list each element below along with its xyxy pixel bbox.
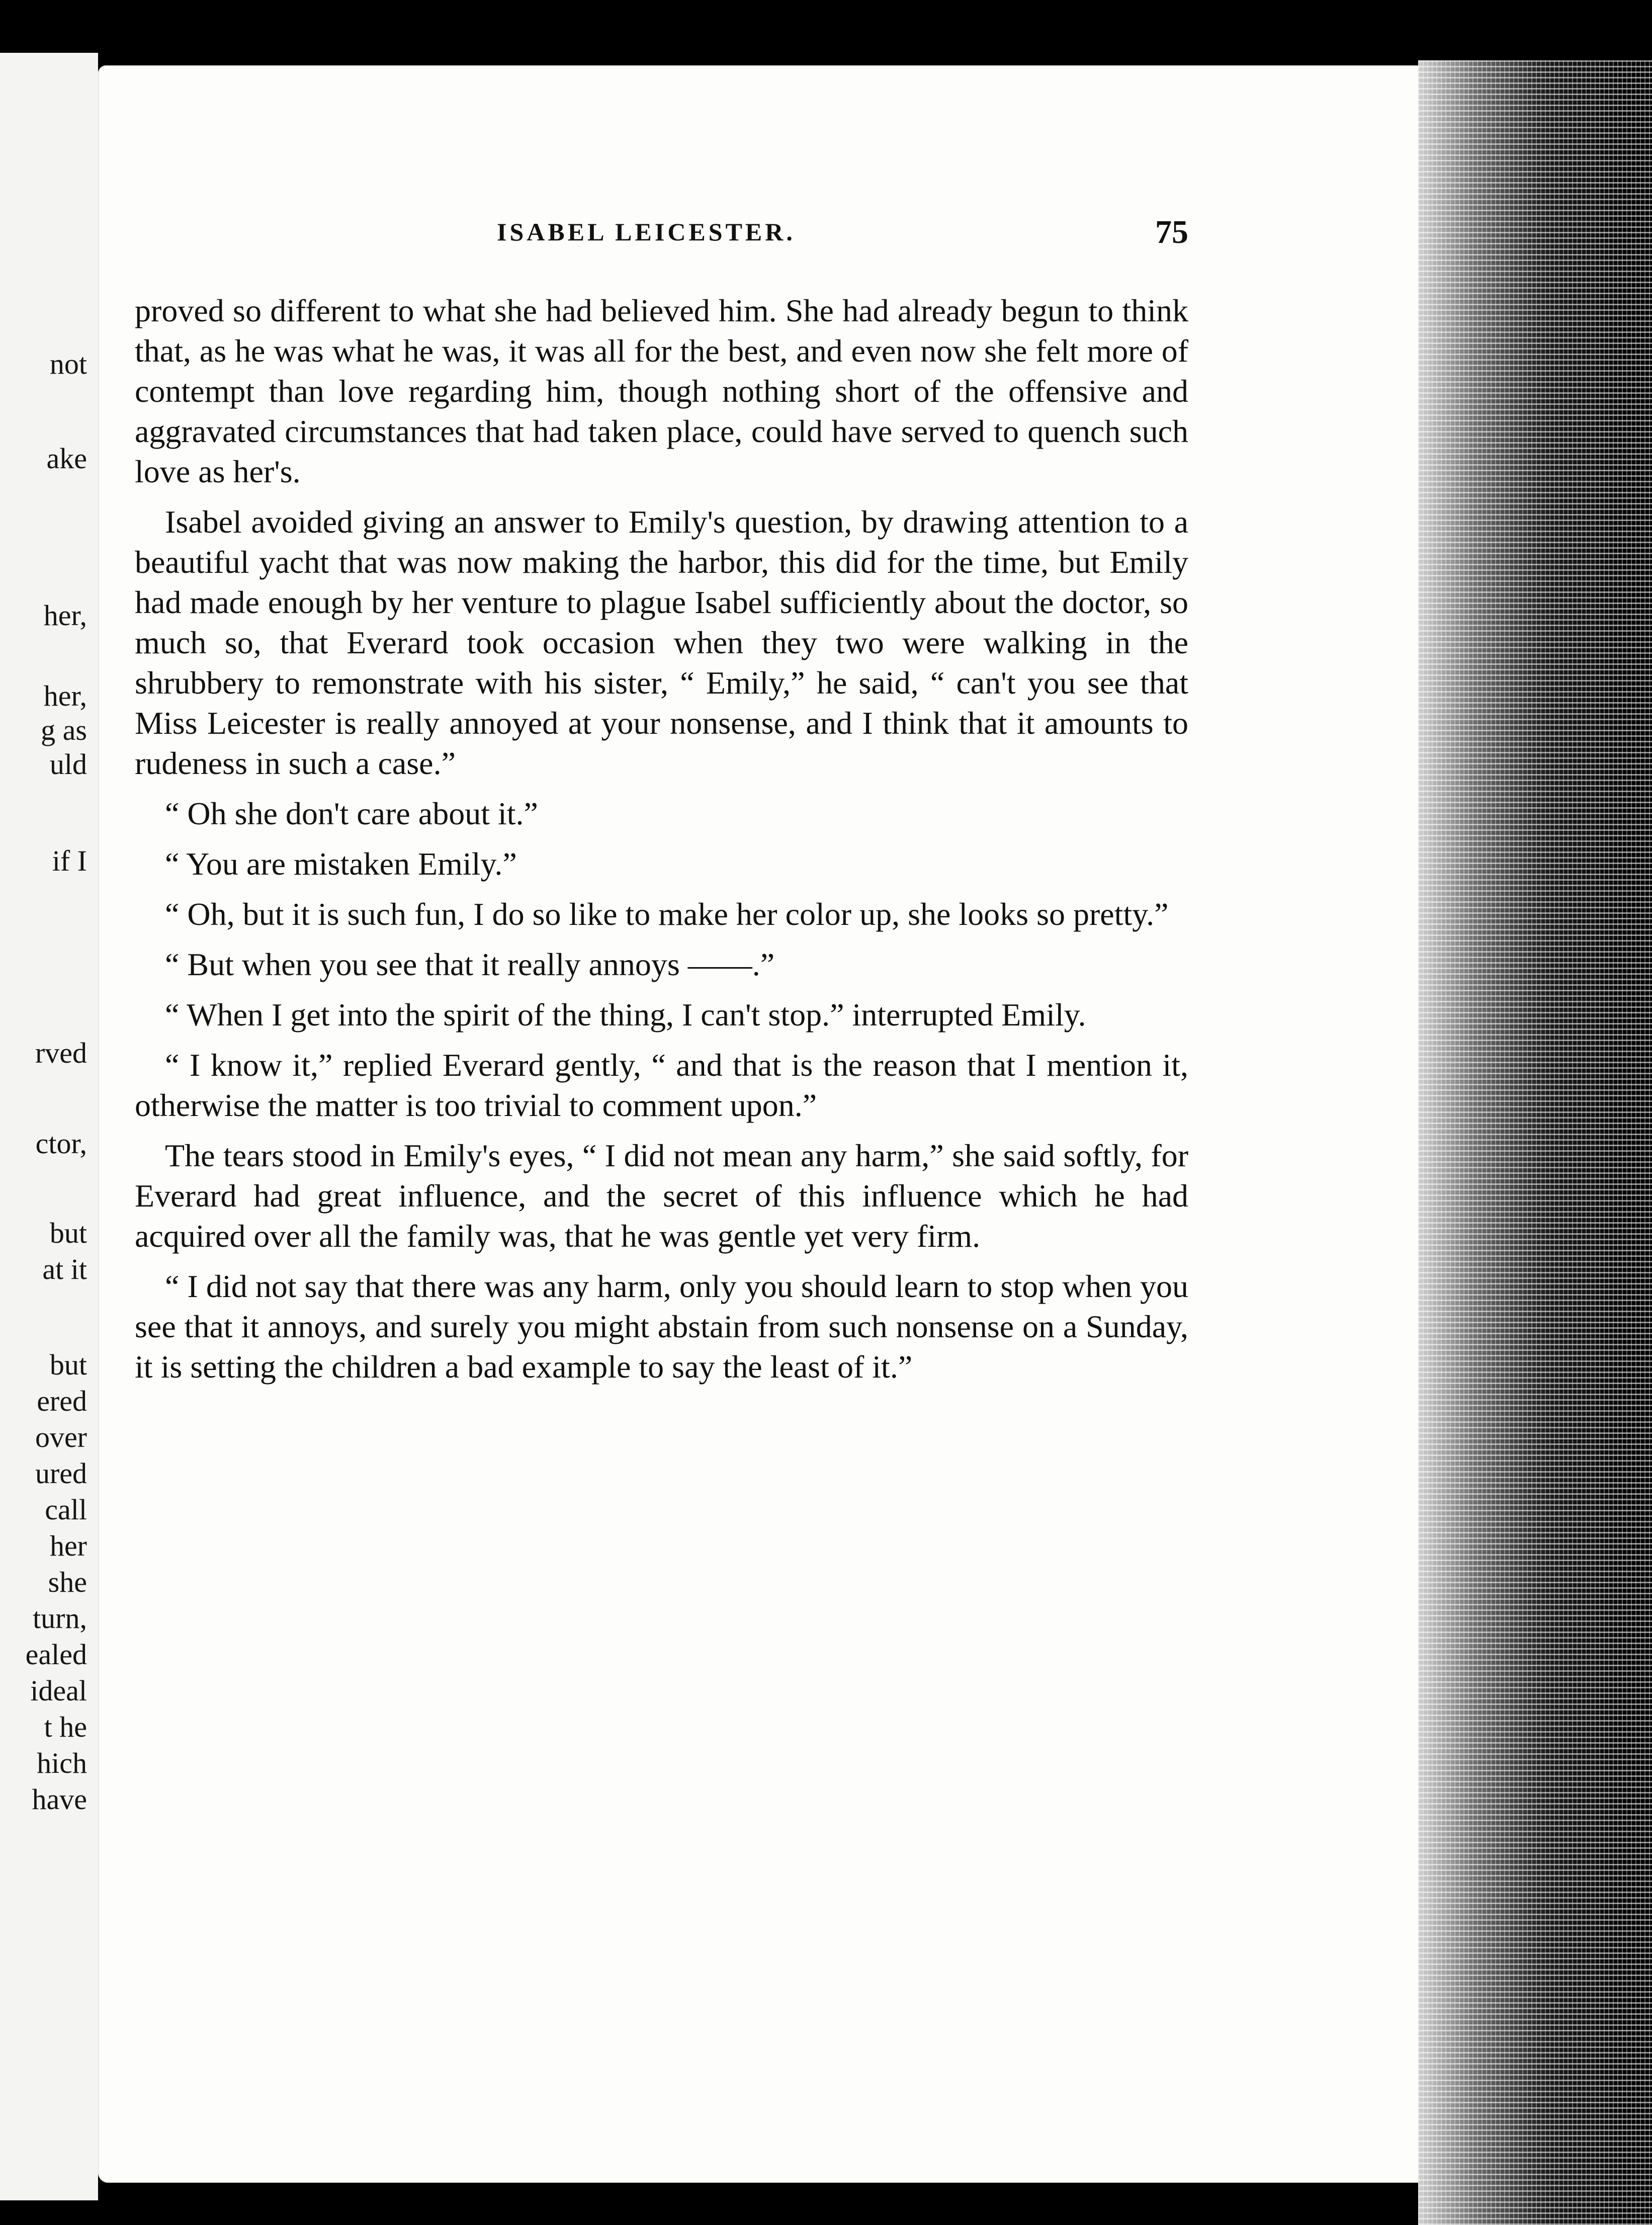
scan-edge-noise [1418, 60, 1652, 2225]
facing-page-fragment: her, [43, 599, 87, 632]
facing-page-fragment: call [45, 1493, 87, 1526]
body-text [135, 291, 1188, 1397]
facing-page-fragment: ured [35, 1457, 87, 1490]
facing-page-fragment: t he [44, 1710, 87, 1743]
facing-page-fragment: her [49, 1529, 87, 1562]
paragraph: The tears stood in Emily's eyes, “ I did not mean any harm,” she said softly, for Everard had great influence, and the secret of this influence which he had acquired over all the family was, that he was gentle yet very firm. [135, 1138, 1188, 1254]
paragraph: Isabel avoided giving an answer to Emily's question, by drawing attention to a beautiful yacht that was now making the harbor, this did for the time, but Emily had made enough by her venture to plague Isabel sufficiently about the doctor, so much so, that Everard took occasion when they two were walking in the shrubbery to remonstrate with his sister, “ Emily,” he said, “ can't you see that Miss Leicester is really annoyed at your nonsense, and I think that it amounts to rudeness in such a case.” [135, 504, 1188, 781]
running-header [135, 214, 1188, 258]
facing-page-fragment: at it [42, 1253, 87, 1286]
page-number: 75 [1155, 214, 1188, 250]
paragraph: “ You are mistaken Emily.” [165, 846, 517, 882]
paragraph: “ But when you see that it really annoys ——.” [165, 947, 775, 982]
paragraph: “ I did not say that there was any harm, only you should learn to stop when you see that it annoys, and surely you might abstain from such nonsense on a Sunday, it is setting the children a bad example to say the least of it.” [135, 1268, 1188, 1385]
facing-page-fragment: her, [43, 679, 87, 712]
facing-page-fragment: she [48, 1566, 87, 1598]
facing-page-fragment: have [32, 1783, 87, 1816]
facing-page-fragment: but [49, 1217, 87, 1249]
facing-page-fragment: not [49, 348, 87, 380]
paragraph: “ I know it,” replied Everard gently, “ and that is the reason that I mention it, otherwise the matter is too trivial to comment upon.” [135, 1047, 1188, 1123]
facing-page-fragment: hich [37, 1747, 87, 1779]
facing-page-fragment: ered [37, 1385, 87, 1417]
facing-page-fragment: over [35, 1421, 87, 1453]
paragraph: “ When I get into the spirit of the thing, I can't stop.” interrupted Emily. [165, 997, 1086, 1033]
facing-page-fragment: if I [52, 844, 87, 877]
facing-page-fragment: ideal [30, 1674, 87, 1707]
facing-page-fragment: ake [46, 442, 87, 475]
facing-page-fragment: uld [49, 748, 87, 781]
running-title: ISABEL LEICESTER. [497, 218, 796, 246]
facing-page-fragment: ealed [25, 1638, 87, 1671]
facing-page-fragment: ctor, [35, 1127, 87, 1160]
paragraph: proved so different to what she had believed him. She had already begun to think that, as he was what he was, it was all for the best, and even now she felt more of contempt than love regarding him, though nothing short of the offensive and aggravated circumstances that had taken place, could have served to quench such love as her's. [135, 293, 1188, 489]
facing-page-fragment: rved [35, 1037, 87, 1069]
facing-page-fragment: turn, [33, 1602, 87, 1635]
paragraph: “ Oh she don't care about it.” [165, 796, 538, 831]
facing-page-fragment: but [49, 1348, 87, 1381]
facing-page-fragment: g as [41, 714, 87, 746]
paragraph: “ Oh, but it is such fun, I do so like to make her color up, she looks so pretty.” [165, 896, 1169, 932]
facing-page-edge [0, 53, 98, 2200]
